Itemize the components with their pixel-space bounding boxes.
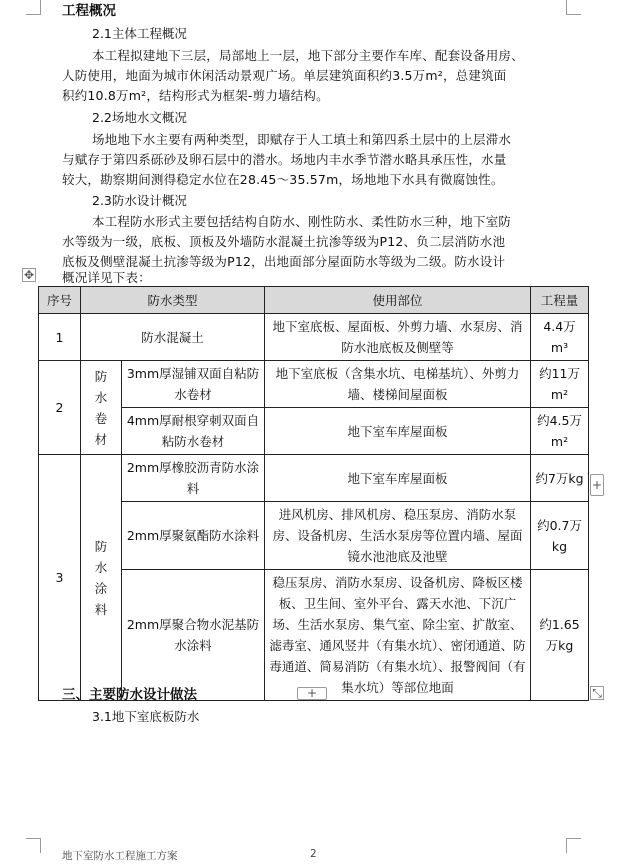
footer-document-name: 地下室防水工程施工方案 (62, 850, 178, 862)
cell-type: 防水混凝土 (81, 314, 265, 361)
section-2-1-title: 2.1主体工程概况 (92, 26, 187, 41)
header-use: 使用部位 (265, 287, 531, 314)
cell-type: 2mm厚橡胶沥青防水涂料 (122, 455, 265, 502)
header-no: 序号 (39, 287, 81, 314)
corner-mark-bottom-left (26, 838, 41, 853)
resize-arrow-icon: ⤡ (592, 686, 602, 700)
paragraph-line: 场地地下水主要有两种类型，即赋存于人工填土和第四系土层中的上层滞水 (92, 132, 512, 147)
table-header-row (39, 287, 589, 314)
cell-category: 防水卷材 (81, 361, 122, 455)
cell-type: 2mm厚聚氨酯防水涂料 (122, 502, 265, 570)
section-2-2-title: 2.2场地水文概况 (92, 110, 187, 125)
section-3-1-title: 3.1地下室底板防水 (92, 709, 200, 724)
paragraph-line: 积约10.8万m²，结构形式为框架-剪力墙结构。 (62, 88, 329, 103)
section-2-3-title: 2.3防水设计概况 (92, 193, 187, 208)
paragraph-line: 本工程拟建地下三层，局部地上一层，地下部分主要作车库、配套设备用房、 (92, 48, 524, 63)
cell-qty: 约11万m² (531, 361, 589, 408)
cell-category: 防水涂料 (81, 455, 122, 701)
paragraph-line: 较大，勘察期间测得稳定水位在28.45～35.57m，场地地下水具有微腐蚀性。 (62, 172, 504, 187)
paragraph-line: 水等级为一级，底板、顶板及外墙防水混凝土抗渗等级为P12、负二层消防水池 (62, 234, 506, 249)
cell-use: 稳压泵房、消防水泵房、设备机房、降板区楼板、卫生间、室外平台、露天水池、下沉广场、生活水泵房、集气室、除尘室、扩散室、滤毒室、通风竖井（有集水坑）、密闭通道、防毒通道、简易消防（有集水坑）、报警阀间（有集水坑）等部位地面 (265, 570, 531, 701)
cell-qty: 约0.7万kg (531, 502, 589, 570)
cell-qty: 约1.65万kg (531, 570, 589, 701)
corner-mark-top-left (26, 0, 41, 15)
move-arrows-icon: ✥ (23, 268, 35, 282)
cell-use: 进风机房、排风机房、稳压泵房、消防水泵房、设备机房、生活水泵房等位置内墙、屋面镜水池池底及池壁 (265, 502, 531, 570)
plus-icon: + (306, 686, 318, 700)
header-qty: 工程量 (531, 287, 589, 314)
table-row (39, 455, 589, 502)
cell-no: 2 (39, 361, 81, 455)
paragraph-line: 本工程防水形式主要包括结构自防水、刚性防水、柔性防水三种，地下室防 (92, 214, 512, 229)
waterproof-design-table (38, 286, 589, 701)
page-number: 2 (310, 848, 317, 860)
cell-qty: 4.4万m³ (531, 314, 589, 361)
table-row (39, 314, 589, 361)
table-row (39, 408, 589, 455)
heading-main-method: 三、主要防水设计做法 (62, 687, 197, 703)
paragraph-line: 概况详见下表： (62, 270, 151, 285)
paragraph-line: 与赋存于第四系砾砂及卵石层中的潜水。场地内丰水季节潜水略具承压性，水量 (62, 152, 507, 167)
add-column-button[interactable] (590, 474, 604, 496)
cell-use: 地下室车库屋面板 (265, 408, 531, 455)
table-move-handle-icon[interactable] (22, 268, 36, 282)
cell-use: 地下室底板、屋面板、外剪力墙、水泵房、消防水池底板及侧壁等 (265, 314, 531, 361)
cell-no: 3 (39, 455, 81, 701)
cell-qty: 约4.5万m² (531, 408, 589, 455)
table-resize-handle-icon[interactable] (590, 686, 604, 700)
corner-mark-top-right (566, 0, 581, 15)
table-row (39, 570, 589, 701)
cell-use: 地下室底板（含集水坑、电梯基坑）、外剪力墙、楼梯间屋面板 (265, 361, 531, 408)
paragraph-line: 人防使用，地面为城市休闲活动景观广场。单层建筑面积约3.5万m²，总建筑面 (62, 68, 507, 83)
header-type: 防水类型 (81, 287, 265, 314)
plus-icon: + (591, 478, 603, 492)
cell-type: 3mm厚湿铺双面自粘防水卷材 (122, 361, 265, 408)
paragraph-line: 底板及侧壁混凝土抗渗等级为P12，出地面部分屋面防水等级为二级。防水设计 (62, 254, 506, 269)
cell-no: 1 (39, 314, 81, 361)
cell-type: 4mm厚耐根穿刺双面自粘防水卷材 (122, 408, 265, 455)
cell-qty: 约7万kg (531, 455, 589, 502)
table-row (39, 361, 589, 408)
heading-overview: 工程概况 (62, 3, 116, 19)
cell-type: 2mm厚聚合物水泥基防水涂料 (122, 570, 265, 701)
table-row (39, 502, 589, 570)
cell-use: 地下室车库屋面板 (265, 455, 531, 502)
corner-mark-bottom-right (566, 838, 581, 853)
